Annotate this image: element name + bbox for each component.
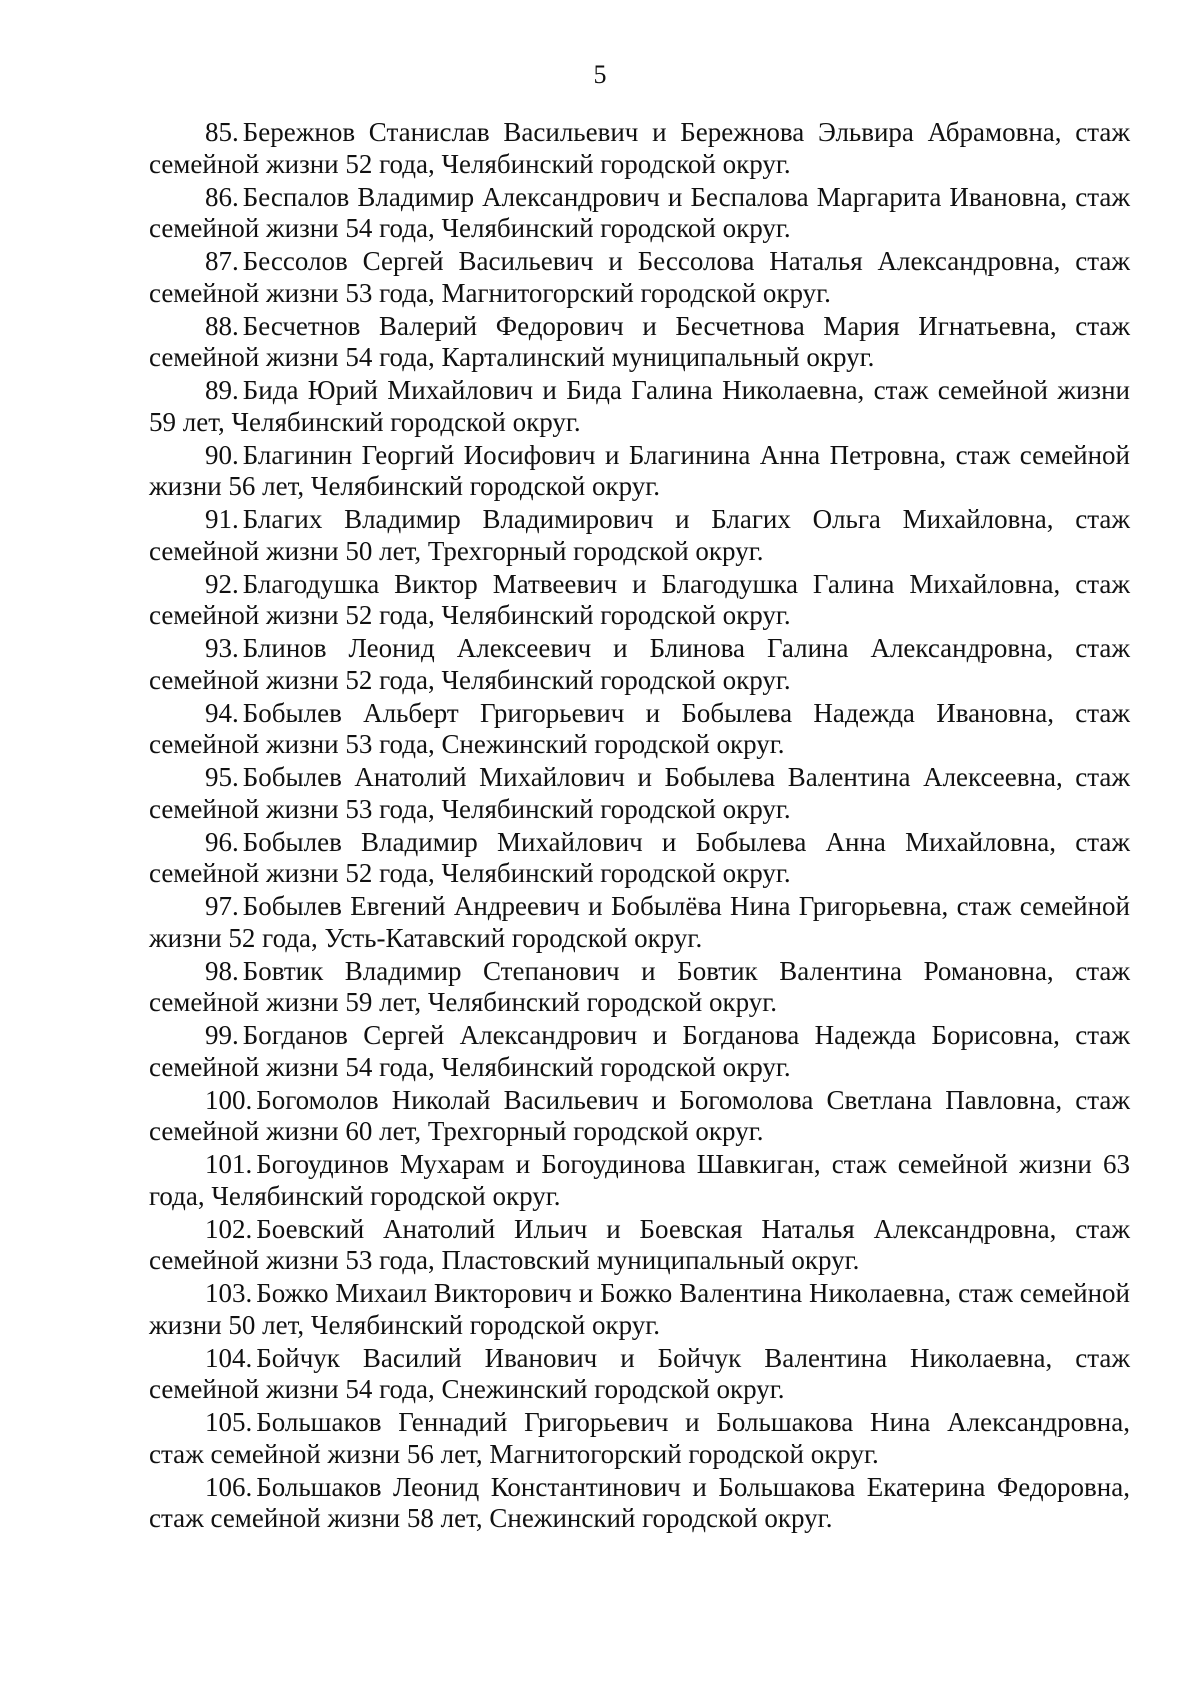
list-item bbox=[149, 246, 1130, 309]
list-item bbox=[149, 762, 1130, 825]
list-item-number: 87. bbox=[205, 246, 239, 276]
list-item-number: 100. bbox=[205, 1084, 253, 1115]
list-item-number: 98. bbox=[205, 955, 239, 986]
list-item-text: Беспалов Владимир Александрович и Беспалова Маргарита Ивановна, стаж семейной жизни 54 года, Челябинский городской округ. bbox=[149, 181, 1130, 243]
list-item bbox=[149, 1472, 1130, 1535]
list-item-text: Бобылев Альберт Григорьевич и Бобылева Надежда Ивановна, стаж семейной жизни 53 года, Снежинский городской округ. bbox=[149, 697, 1130, 759]
list-item bbox=[149, 698, 1130, 761]
list-item bbox=[149, 504, 1130, 567]
list-item-text: Бида Юрий Михайлович и Бида Галина Николаевна, стаж семейной жизни 59 лет, Челябинский городской округ. bbox=[149, 375, 1130, 437]
list-item-number: 85. bbox=[205, 117, 239, 147]
list-item-text: Богданов Сергей Александрович и Богданова Надежда Борисовна, стаж семейной жизни 54 года, Челябинский городской округ. bbox=[149, 1020, 1130, 1082]
list-item-text: Боевский Анатолий Ильич и Боевская Наталья Александровна, стаж семейной жизни 53 года, Пластовский муниципальный округ. bbox=[149, 1213, 1130, 1275]
list-item-number: 86. bbox=[205, 181, 239, 212]
list-item bbox=[149, 1278, 1130, 1341]
list-item-number: 91. bbox=[205, 504, 239, 534]
list-item-text: Большаков Леонид Константинович и Большакова Екатерина Федоровна, стаж семейной жизни 58 лет, Снежинский городской округ. bbox=[149, 1471, 1130, 1533]
list-item bbox=[149, 1214, 1130, 1277]
list-item-number: 103. bbox=[205, 1278, 253, 1308]
list-item-number: 97. bbox=[205, 891, 239, 921]
list-item-text: Бобылев Евгений Андреевич и Бобылёва Нина Григорьевна, стаж семейной жизни 52 года, Усть-Катавский городской округ. bbox=[149, 891, 1130, 953]
list-item bbox=[149, 117, 1130, 180]
page-number: 5 bbox=[593, 60, 607, 89]
list-item bbox=[149, 891, 1130, 954]
list-item bbox=[149, 1343, 1130, 1406]
list-item-number: 104. bbox=[205, 1342, 253, 1373]
list-item-number: 96. bbox=[205, 826, 239, 857]
list-item-text: Большаков Геннадий Григорьевич и Большакова Нина Александровна, стаж семейной жизни 56 лет, Магнитогорский городской округ. bbox=[149, 1407, 1130, 1469]
list-item bbox=[149, 311, 1130, 374]
list-item bbox=[149, 182, 1130, 245]
list-item-number: 94. bbox=[205, 697, 239, 728]
list-item-number: 105. bbox=[205, 1407, 253, 1437]
list-item-number: 99. bbox=[205, 1020, 239, 1050]
list-item-text: Благодушка Виктор Матвеевич и Благодушка Галина Михайловна, стаж семейной жизни 52 года, Челябинский городской округ. bbox=[149, 568, 1130, 630]
list-item bbox=[149, 569, 1130, 632]
list-item-text: Бойчук Василий Иванович и Бойчук Валентина Николаевна, стаж семейной жизни 54 года, Снежинский городской округ. bbox=[149, 1342, 1130, 1404]
list-item bbox=[149, 956, 1130, 1019]
list-item-number: 101. bbox=[205, 1149, 253, 1179]
list-item-text: Благих Владимир Владимирович и Благих Ольга Михайловна, стаж семейной жизни 50 лет, Трехгорный городской округ. bbox=[149, 504, 1130, 566]
list-item-number: 90. bbox=[205, 439, 239, 470]
list-item-number: 92. bbox=[205, 568, 239, 599]
list-item-text: Богоудинов Мухарам и Богоудинова Шавкиган, стаж семейной жизни 63 года, Челябинский городской округ. bbox=[149, 1149, 1130, 1211]
list-item-number: 93. bbox=[205, 633, 239, 663]
list-item-number: 88. bbox=[205, 310, 239, 341]
list-item-text: Божко Михаил Викторович и Божко Валентина Николаевна, стаж семейной жизни 50 лет, Челябинский городской округ. bbox=[149, 1278, 1130, 1340]
list-item bbox=[149, 1407, 1130, 1470]
list-item bbox=[149, 633, 1130, 696]
list-item-text: Бовтик Владимир Степанович и Бовтик Валентина Романовна, стаж семейной жизни 59 лет, Челябинский городской округ. bbox=[149, 955, 1130, 1017]
list-item-text: Бобылев Анатолий Михайлович и Бобылева Валентина Алексеевна, стаж семейной жизни 53 года, Челябинский городской округ. bbox=[149, 762, 1130, 824]
list-item-text: Бобылев Владимир Михайлович и Бобылева Анна Михайловна, стаж семейной жизни 52 года, Челябинский городской округ. bbox=[149, 826, 1130, 888]
list-item-text: Бесчетнов Валерий Федорович и Бесчетнова Мария Игнатьевна, стаж семейной жизни 54 года, Карталинский муниципальный округ. bbox=[149, 310, 1130, 372]
list-item bbox=[149, 1020, 1130, 1083]
list-item bbox=[149, 1149, 1130, 1212]
list-item-number: 89. bbox=[205, 375, 239, 405]
list-item bbox=[149, 827, 1130, 890]
list-item-number: 95. bbox=[205, 762, 239, 792]
list-item-text: Богомолов Николай Васильевич и Богомолова Светлана Павловна, стаж семейной жизни 60 лет, Трехгорный городской округ. bbox=[149, 1084, 1130, 1146]
list-item-number: 102. bbox=[205, 1213, 253, 1244]
entry-list bbox=[149, 117, 1130, 1536]
list-item bbox=[149, 440, 1130, 503]
list-item-text: Бессолов Сергей Васильевич и Бессолова Наталья Александровна, стаж семейной жизни 53 года, Магнитогорский городской округ. bbox=[149, 246, 1130, 308]
list-item-number: 106. bbox=[205, 1471, 253, 1502]
list-item-text: Благинин Георгий Иосифович и Благинина Анна Петровна, стаж семейной жизни 56 лет, Челябинский городской округ. bbox=[149, 439, 1130, 501]
list-item-text: Бережнов Станислав Васильевич и Бережнова Эльвира Абрамовна, стаж семейной жизни 52 года, Челябинский городской округ. bbox=[149, 117, 1130, 179]
list-item-text: Блинов Леонид Алексеевич и Блинова Галина Александровна, стаж семейной жизни 52 года, Челябинский городской округ. bbox=[149, 633, 1130, 695]
list-item bbox=[149, 1085, 1130, 1148]
list-item bbox=[149, 375, 1130, 438]
